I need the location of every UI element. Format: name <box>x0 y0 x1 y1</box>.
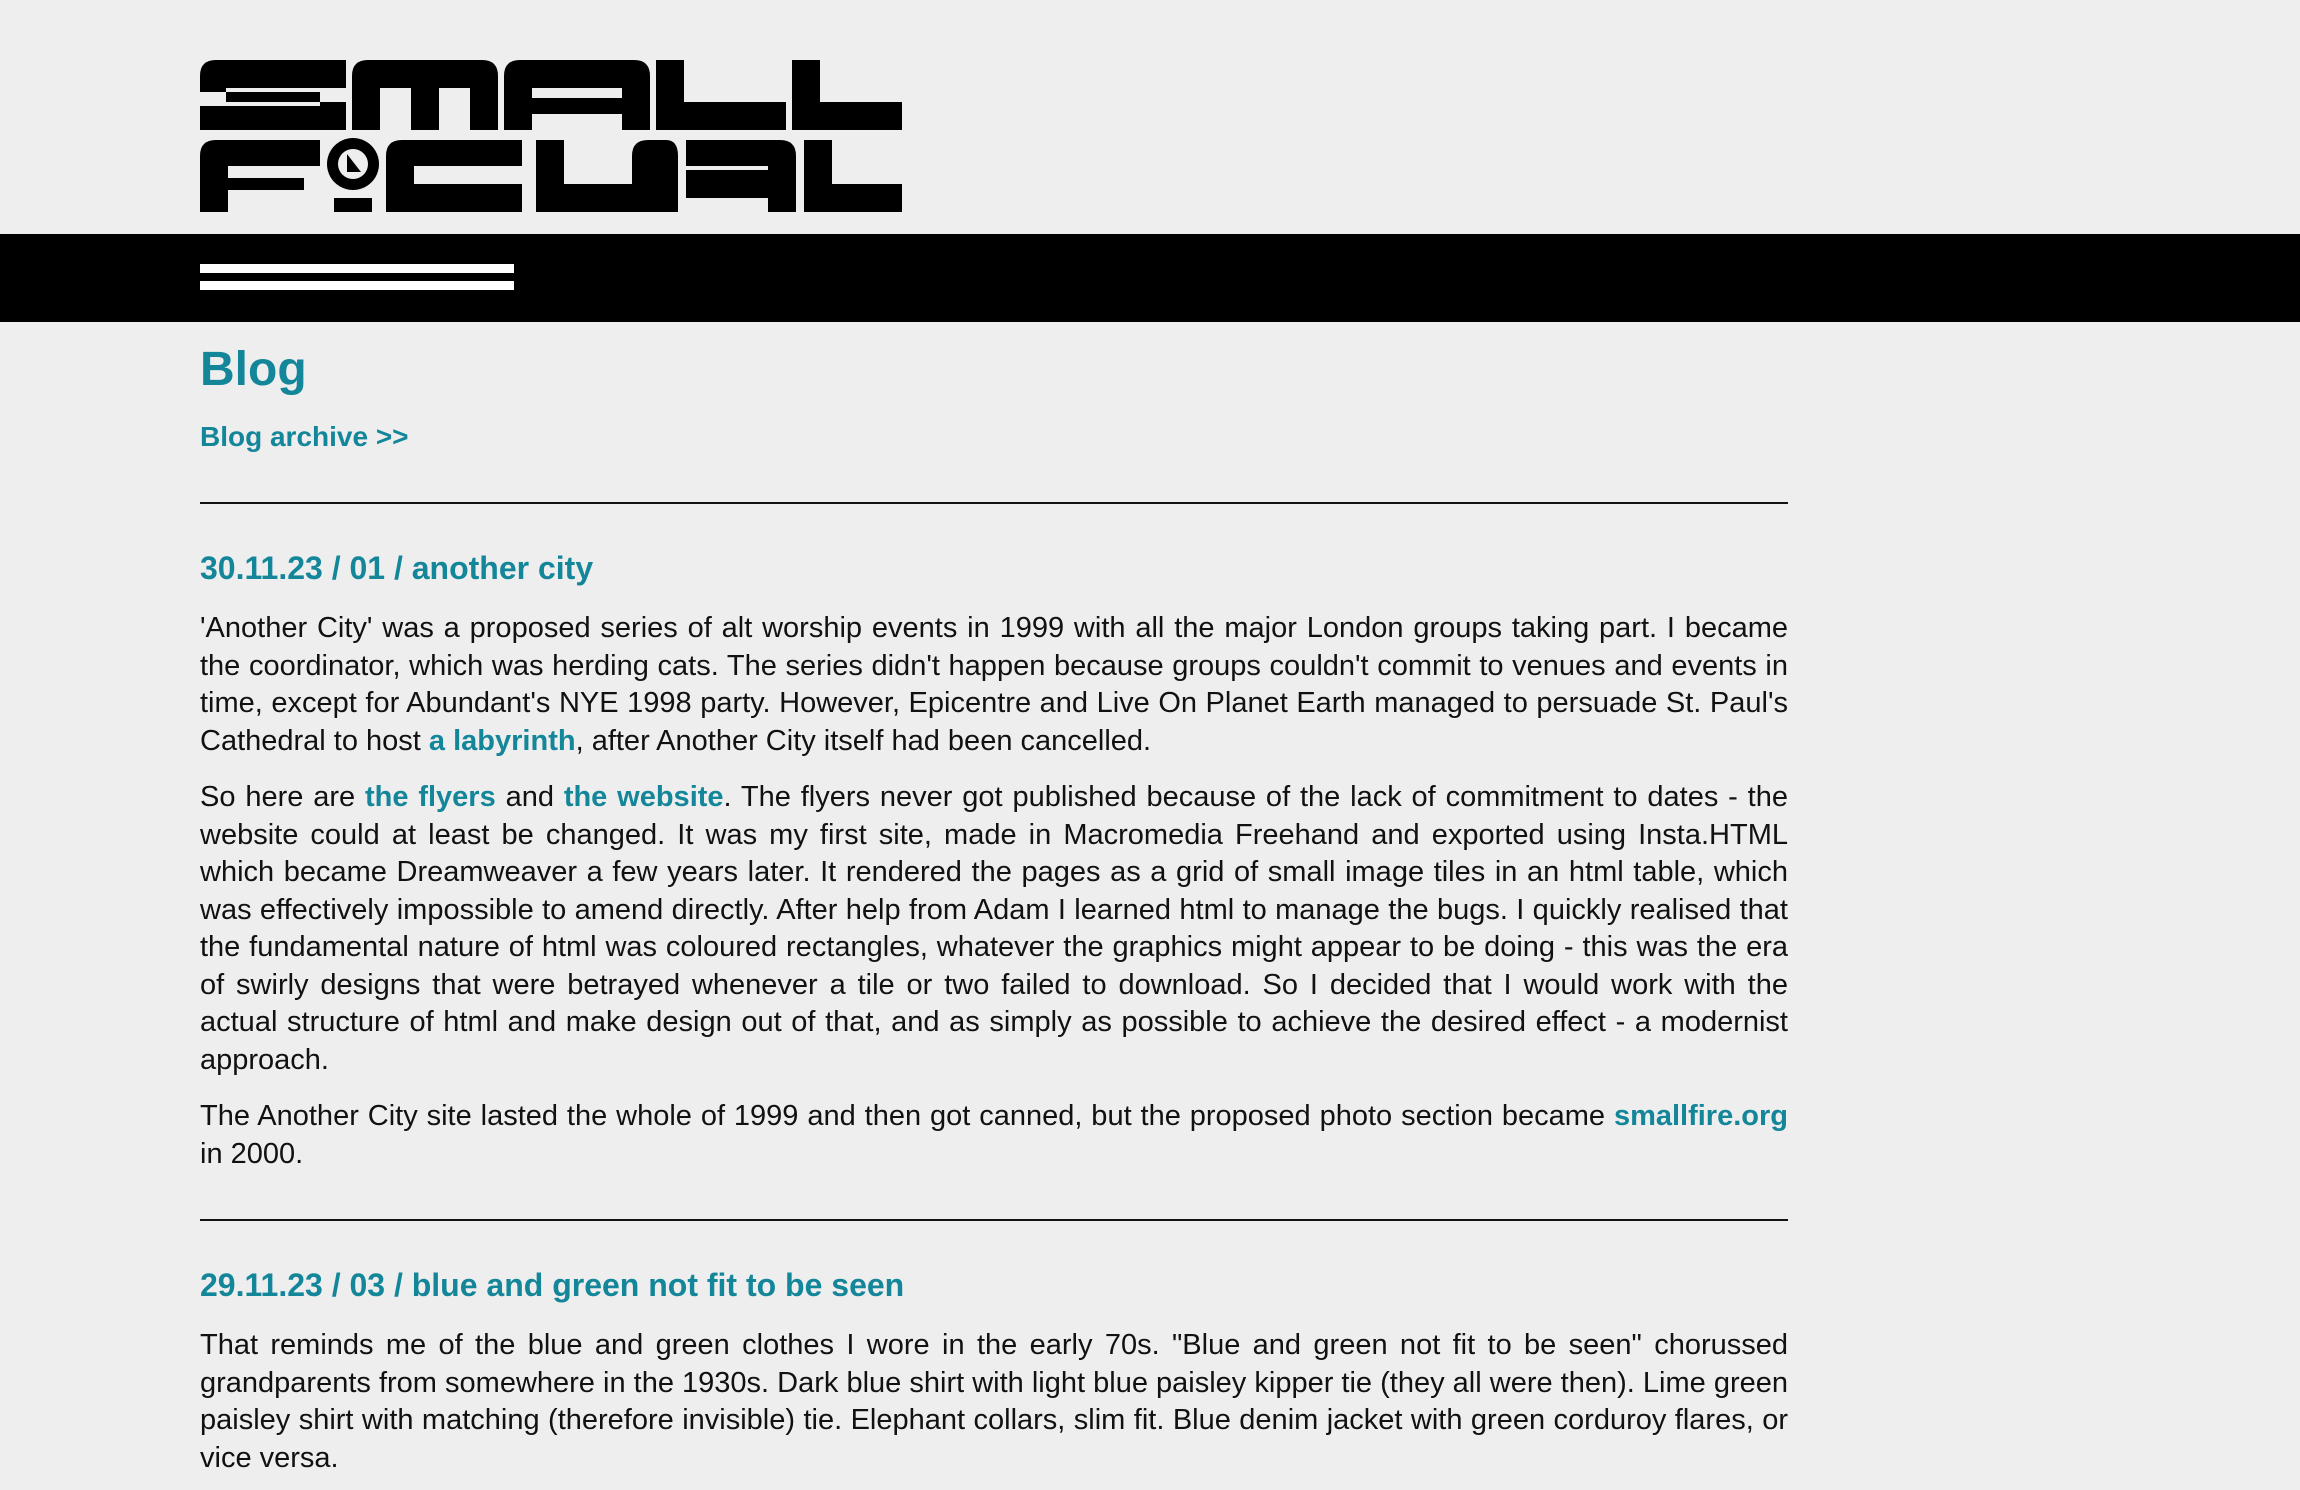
post-paragraph: 'Another City' was a proposed series of alt worship events in 1999 with all the major London groups taking part. I became the coordinator, which was herding cats. The series didn't happen because groups couldn't commit to venues and events in time, except for Abundant's NYE 1998 party. However, Epicentre and Live On Planet Earth managed to persuade St. Paul's Cathedral to host a labyrinth, after Another City itself had been cancelled. <box>200 612 1788 757</box>
page-title: Blog <box>200 343 307 396</box>
divider <box>200 502 1788 504</box>
post-title: 30.11.23 / 01 / another city <box>200 550 594 586</box>
sail-icon <box>327 138 379 190</box>
website-link[interactable]: the website <box>563 781 724 813</box>
hamburger-menu-icon[interactable] <box>200 264 514 292</box>
blog-archive-link[interactable]: Blog archive >> <box>200 421 409 452</box>
smallfire-link[interactable]: smallfire.org <box>1613 1100 1788 1132</box>
blog-post <box>200 1265 1788 1477</box>
site-logo[interactable] <box>200 58 902 212</box>
post-paragraph: That reminds me of the blue and green clothes I wore in the early 70s. "Blue and green not fit to be seen" chorussed grandparents from somewhere in the 1930s. Dark blue shirt with light blue paisley kipper tie (they all were then). Lime green paisley shirt with matching (therefore invisible) tie. Elephant collars, slim fit. Blue denim jacket with green corduroy flares, or vice versa. <box>200 1329 1788 1474</box>
post-paragraph: So here are the flyers and the website. The flyers never got published because of the lack of commitment to dates - the website could at least be changed. It was my first site, made in Macromedia Freehand and exported using Insta.HTML which became Dreamweaver a few years later. It rendered the pages as a grid of small image tiles in an html table, which was effectively impossible to amend directly. After help from Adam I learned html to manage the bugs. I quickly realised that the fundamental nature of html was coloured rectangles, whatever the graphics might appear to be doing - this was the era of swirly designs that were betrayed whenever a tile or two failed to download. So I decided that I would work with the actual structure of html and make design out of that, and as simply as possible to achieve the desired effect - a modernist approach. <box>200 781 1788 1076</box>
menu-line <box>200 281 514 290</box>
divider <box>200 1219 1788 1221</box>
labyrinth-link[interactable]: a labyrinth <box>428 724 576 757</box>
post-paragraph: The Another City site lasted the whole of 1999 and then got canned, but the proposed photo section became smallfire.org in 2000. <box>200 1100 1788 1170</box>
site-logo-mark <box>200 58 902 212</box>
menu-line <box>200 264 514 273</box>
main-content <box>200 340 1788 1477</box>
blog-post <box>200 548 1788 1173</box>
post-title: 29.11.23 / 03 / blue and green not fit to be seen <box>200 1267 905 1303</box>
flyers-link[interactable]: the flyers <box>364 781 496 813</box>
